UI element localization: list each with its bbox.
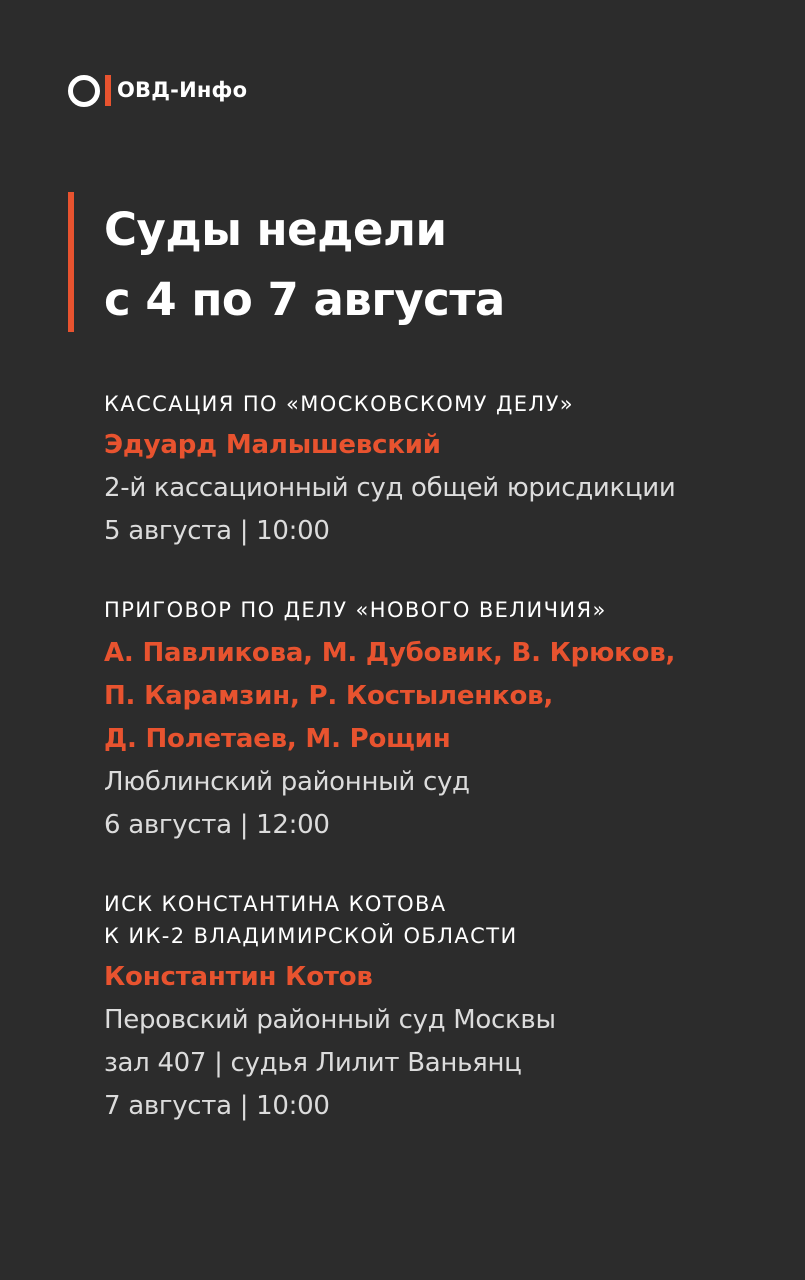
title-line: Суды недели [104, 203, 447, 256]
logo-ring [68, 75, 100, 107]
entry-defendants: Эдуард Малышевский [104, 430, 441, 460]
court-entry-verdict [104, 594, 784, 847]
entry-defendants: Д. Полетаев, М. Рощин [104, 724, 451, 754]
entry-court: 2-й кассационный суд общей юрисдикции [104, 473, 676, 503]
entry-court: Люблинский районный суд [104, 767, 470, 797]
entry-defendants: П. Карамзин, Р. Костыленков, [104, 681, 554, 711]
entry-category: К ИК-2 ВЛАДИМИРСКОЙ ОБЛАСТИ [104, 924, 518, 948]
court-entry-lawsuit [104, 888, 784, 1128]
entry-datetime: 7 августа | 10:00 [104, 1091, 330, 1121]
logo-text: ОВД-Инфо [117, 78, 248, 102]
title-accent-bar [68, 192, 74, 332]
entry-defendants: Константин Котов [104, 962, 373, 992]
logo-bar [105, 75, 111, 106]
page-title [104, 195, 744, 335]
entry-category: ИСК КОНСТАНТИНА КОТОВА [104, 892, 447, 916]
title-line: с 4 по 7 августа [104, 273, 505, 326]
court-entry-cassation [104, 388, 784, 553]
entry-datetime: 5 августа | 10:00 [104, 516, 330, 546]
entry-category: КАССАЦИЯ ПО «МОСКОВСКОМУ ДЕЛУ» [104, 392, 575, 416]
entry-room-judge: зал 407 | судья Лилит Ваньянц [104, 1048, 522, 1078]
ovd-info-logo [68, 72, 247, 108]
entry-defendants: А. Павликова, М. Дубовик, В. Крюков, [104, 638, 676, 668]
entry-datetime: 6 августа | 12:00 [104, 810, 330, 840]
ovd-info-logo-icon [68, 73, 102, 107]
entry-court: Перовский районный суд Москвы [104, 1005, 556, 1035]
entry-category: ПРИГОВОР ПО ДЕЛУ «НОВОГО ВЕЛИЧИЯ» [104, 598, 607, 622]
